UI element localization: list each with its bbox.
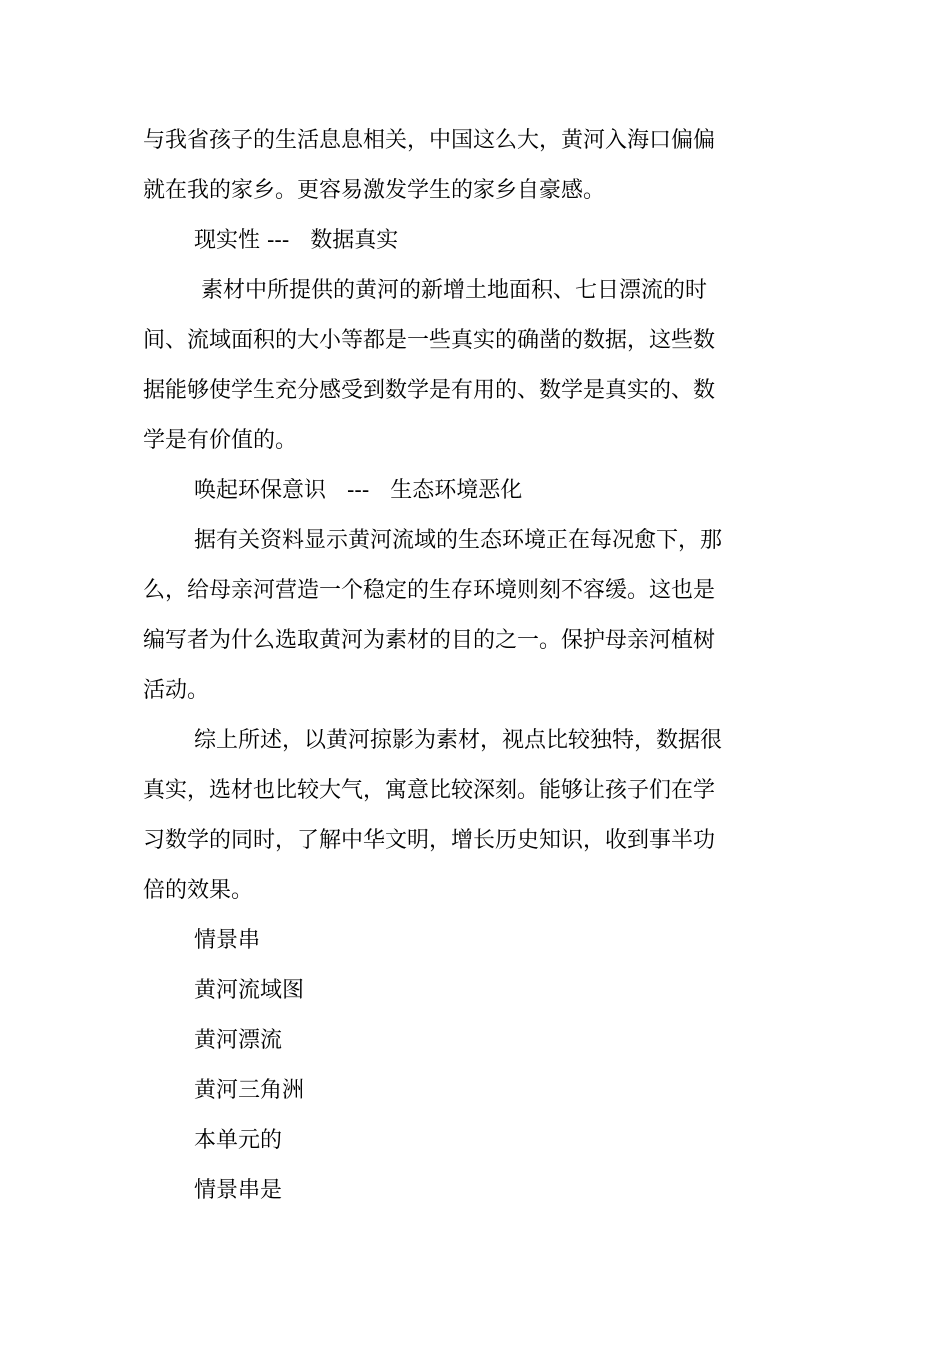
body-line: 综上所述，以黄河掠影为素材，视点比较独特，数据很 [194, 728, 723, 753]
body-line: 活动。 [143, 678, 210, 703]
list-item: 本单元的 [194, 1128, 283, 1153]
section-heading-realism: 现实性 --- 数据真实 [194, 228, 399, 253]
body-line: 学是有价值的。 [143, 428, 298, 453]
list-item: 黄河三角洲 [194, 1078, 305, 1103]
body-line: 间、流域面积的大小等都是一些真实的确凿的数据，这些数 [143, 328, 716, 353]
body-line: 素材中所提供的黄河的新增土地面积、七日漂流的时 [194, 278, 707, 303]
list-item: 情景串 [194, 928, 261, 953]
list-item: 情景串是 [194, 1178, 283, 1203]
list-item: 黄河流域图 [194, 978, 305, 1003]
body-line: 据能够使学生充分感受到数学是有用的、数学是真实的、数 [143, 378, 716, 403]
section-heading-environment: 唤起环保意识 --- 生态环境恶化 [194, 478, 523, 503]
body-line: 么，给母亲河营造一个稳定的生存环境则刻不容缓。这也是 [143, 578, 716, 603]
body-line: 就在我的家乡。更容易激发学生的家乡自豪感。 [143, 178, 606, 203]
body-line: 习数学的同时，了解中华文明，增长历史知识，收到事半功 [143, 828, 716, 853]
body-line: 倍的效果。 [143, 878, 254, 903]
body-line: 编写者为什么选取黄河为素材的目的之一。保护母亲河植树 [143, 628, 716, 653]
list-item: 黄河漂流 [194, 1028, 283, 1053]
body-line: 真实，选材也比较大气，寓意比较深刻。能够让孩子们在学 [143, 778, 716, 803]
body-line: 据有关资料显示黄河流域的生态环境正在每况愈下，那 [194, 528, 723, 553]
body-line: 与我省孩子的生活息息相关，中国这么大，黄河入海口偏偏 [143, 128, 716, 153]
